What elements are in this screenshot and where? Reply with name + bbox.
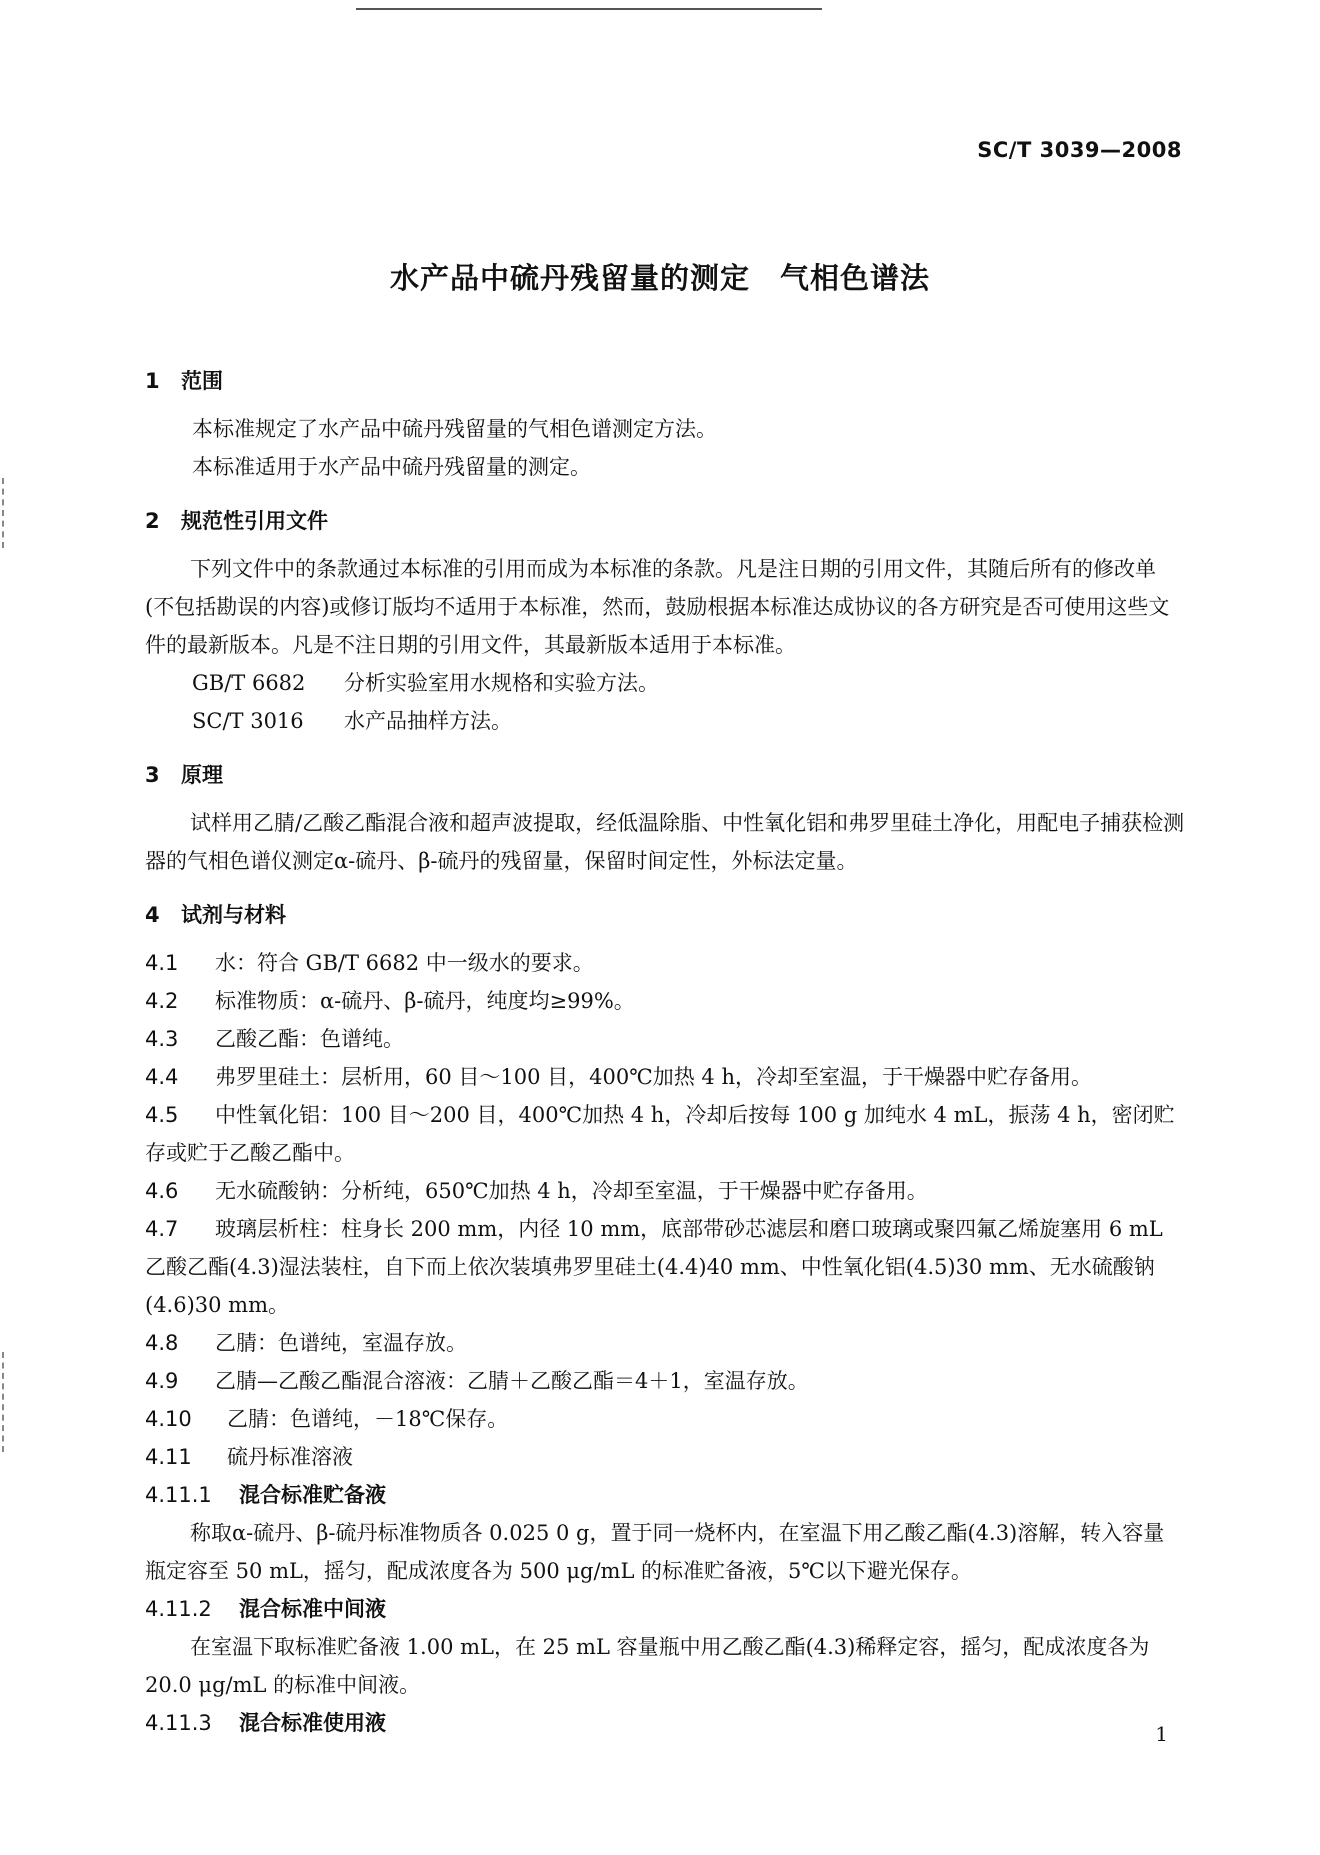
reference-title: 水产品抽样方法。	[344, 709, 512, 733]
item-text: 玻璃层析柱：柱身长 200 mm，内径 10 mm，底部带砂芯滤层和磨口玻璃或聚四氟乙烯旋塞用 6 mL 乙酸乙酯(4.3)湿法装柱，自下而上依次装填弗罗里硅土(4.4)40 mm、中性氧化铝(4.5)30 mm、无水硫酸钠(4.6)30 mm。	[145, 1217, 1163, 1317]
reagent-item	[145, 982, 1185, 1020]
item-text: 乙腈：色谱纯，室温存放。	[215, 1331, 467, 1355]
subsection-number: 4.11.2	[145, 1597, 212, 1621]
reagent-item	[145, 1362, 1185, 1400]
section-number: 4	[145, 903, 160, 927]
item-text: 标准物质：α-硫丹、β-硫丹，纯度均≥99%。	[215, 989, 635, 1013]
subsection-heading	[145, 1476, 1185, 1514]
section-number: 2	[145, 509, 160, 533]
item-number: 4.5	[145, 1103, 179, 1127]
section-title: 规范性引用文件	[181, 509, 328, 533]
subsection-number: 4.11.3	[145, 1711, 212, 1735]
item-number: 4.8	[145, 1331, 179, 1355]
section-heading-principle	[145, 756, 1185, 794]
item-text: 乙腈—乙酸乙酯混合溶液：乙腈＋乙酸乙酯＝4＋1，室温存放。	[215, 1369, 809, 1393]
reagent-item	[145, 1020, 1185, 1058]
reference-item	[145, 702, 1232, 740]
subsection-heading	[145, 1704, 1185, 1742]
item-text: 硫丹标准溶液	[227, 1445, 353, 1469]
top-rule	[356, 8, 822, 10]
section-title: 范围	[181, 369, 223, 393]
subsection-heading	[145, 1590, 1185, 1628]
section-heading-reagents	[145, 896, 1185, 934]
item-text: 水：符合 GB/T 6682 中一级水的要求。	[215, 951, 594, 975]
item-number: 4.7	[145, 1217, 179, 1241]
reference-code: SC/T 3016	[192, 709, 304, 733]
subsection-title: 混合标准使用液	[239, 1711, 386, 1735]
reference-item	[145, 664, 1232, 702]
item-number: 4.9	[145, 1369, 179, 1393]
section-title: 试剂与材料	[181, 903, 286, 927]
subsection-number: 4.11.1	[145, 1483, 212, 1507]
reagent-item	[145, 1400, 1185, 1438]
references-paragraph: 下列文件中的条款通过本标准的引用而成为本标准的条款。凡是注日期的引用文件，其随后所有的修改单(不包括勘误的内容)或修订版均不适用于本标准，然而，鼓励根据本标准达成协议的各方研究是否可使用这些文件的最新版本。凡是不注日期的引用文件，其最新版本适用于本标准。	[145, 557, 1170, 657]
reagent-item	[145, 1324, 1185, 1362]
reagent-item	[145, 1438, 1185, 1476]
principle-paragraph: 试样用乙腈/乙酸乙酯混合液和超声波提取，经低温除脂、中性氧化铝和弗罗里硅土净化，用配电子捕获检测器的气相色谱仪测定α-硫丹、β-硫丹的残留量，保留时间定性，外标法定量。	[145, 811, 1185, 873]
item-number: 4.6	[145, 1179, 179, 1203]
subsection-title: 混合标准中间液	[239, 1597, 386, 1621]
section-number: 3	[145, 763, 160, 787]
item-number: 4.11	[145, 1445, 192, 1469]
reagent-item	[145, 1096, 1185, 1172]
item-text: 乙腈：色谱纯，－18℃保存。	[227, 1407, 509, 1431]
section-heading-scope	[145, 362, 1185, 400]
scope-paragraph-2: 本标准适用于水产品中硫丹残留量的测定。	[192, 455, 591, 479]
scan-edge-mark	[2, 1352, 4, 1452]
subsection-title: 混合标准贮备液	[239, 1483, 386, 1507]
section-number: 1	[145, 369, 160, 393]
item-number: 4.2	[145, 989, 179, 1013]
reagent-item	[145, 1172, 1185, 1210]
page-number: 1	[1155, 1722, 1168, 1746]
item-text: 无水硫酸钠：分析纯，650℃加热 4 h，冷却至室温，于干燥器中贮存备用。	[215, 1179, 928, 1203]
item-text: 乙酸乙酯：色谱纯。	[215, 1027, 404, 1051]
document-title: 水产品中硫丹残留量的测定 气相色谱法	[389, 261, 930, 295]
item-number: 4.3	[145, 1027, 179, 1051]
item-number: 4.4	[145, 1065, 179, 1089]
item-text: 弗罗里硅土：层析用，60 目～100 目，400℃加热 4 h，冷却至室温，于干燥器中贮存备用。	[215, 1065, 1092, 1089]
item-number: 4.10	[145, 1407, 192, 1431]
subsection-paragraph: 在室温下取标准贮备液 1.00 mL，在 25 mL 容量瓶中用乙酸乙酯(4.3)稀释定容，摇匀，配成浓度各为 20.0 μg/mL 的标准中间液。	[145, 1635, 1150, 1697]
section-heading-references	[145, 502, 1185, 540]
reagent-item	[145, 1058, 1185, 1096]
standard-code: SC/T 3039—2008	[977, 138, 1182, 162]
item-text: 中性氧化铝：100 目～200 目，400℃加热 4 h，冷却后按每 100 g 加纯水 4 mL，振荡 4 h，密闭贮存或贮于乙酸乙酯中。	[145, 1103, 1175, 1165]
reference-code: GB/T 6682	[192, 671, 306, 695]
reference-title: 分析实验室用水规格和实验方法。	[344, 671, 659, 695]
scope-paragraph-1: 本标准规定了水产品中硫丹残留量的气相色谱测定方法。	[192, 417, 717, 441]
section-title: 原理	[181, 763, 223, 787]
subsection-paragraph: 称取α-硫丹、β-硫丹标准物质各 0.025 0 g，置于同一烧杯内，在室温下用乙酸乙酯(4.3)溶解，转入容量瓶定容至 50 mL，摇匀，配成浓度各为 500 μg/mL 的标准贮备液，5℃以下避光保存。	[145, 1521, 1165, 1583]
item-number: 4.1	[145, 951, 179, 975]
reagent-item	[145, 944, 1185, 982]
reagent-item	[145, 1210, 1185, 1324]
scan-edge-mark	[2, 478, 4, 548]
